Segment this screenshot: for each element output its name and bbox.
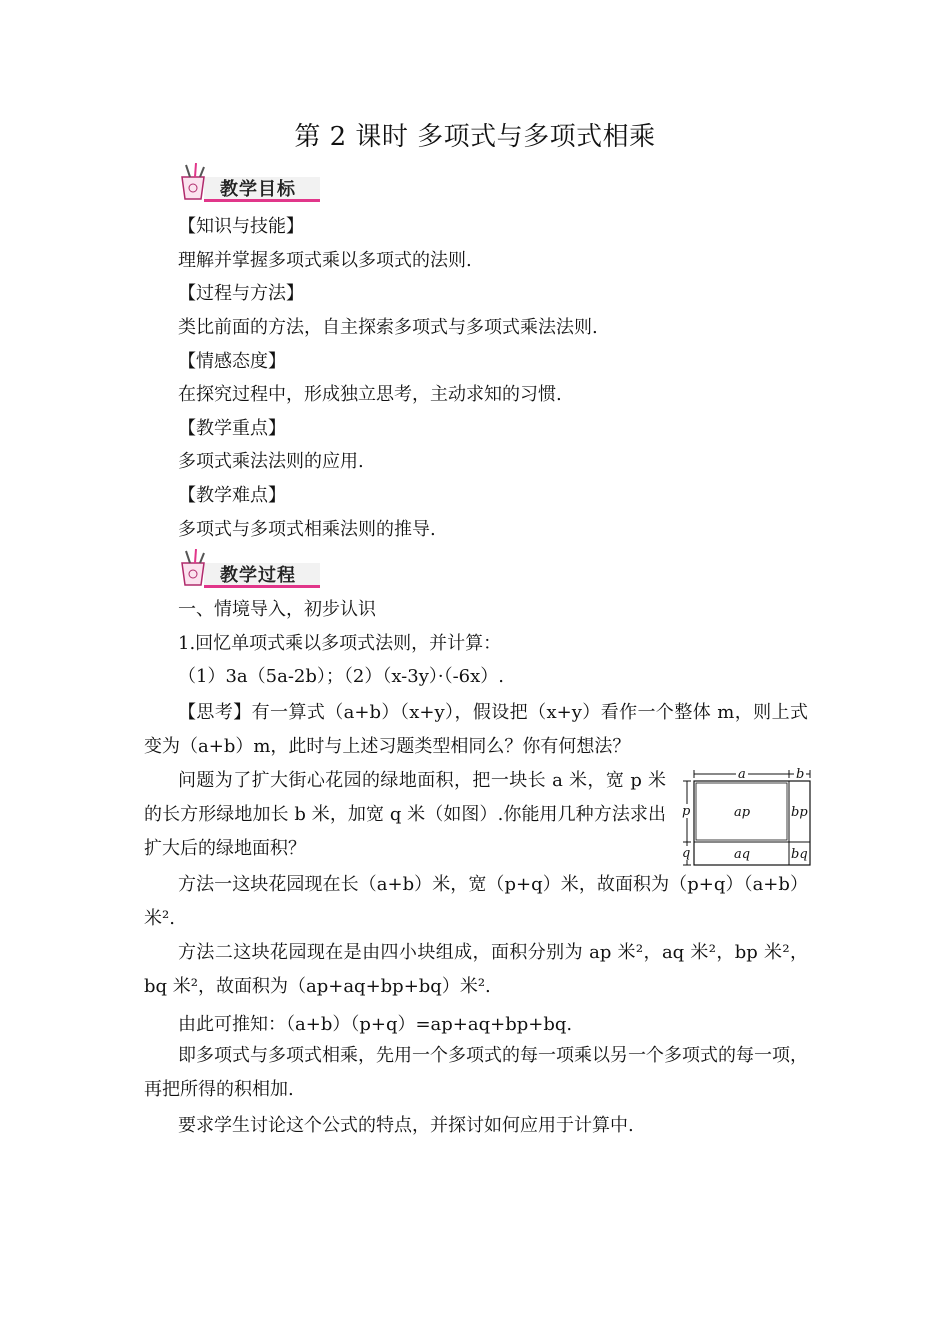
paragraph-method-two: 方法二这块花园现在是由四小块组成，面积分别为 ap 米²，aq 米²，bp 米²，bq 米²，故面积为（ap+aq+bp+bq）米². bbox=[144, 942, 808, 997]
text-key-point: 多项式乘法法则的应用. bbox=[178, 451, 364, 472]
text-deduce: 由此可推知：（a+b）（p+q）=ap+aq+bp+bq. bbox=[178, 1014, 573, 1035]
cell-ap: ap bbox=[734, 805, 751, 820]
paragraph-rule: 即多项式与多项式相乘，先用一个多项式的每一项乘以另一个多项式的每一项，再把所得的积相加. bbox=[144, 1045, 808, 1100]
section-badge-process bbox=[174, 549, 324, 589]
garden-area-figure bbox=[677, 766, 813, 868]
heading-difficulty: 【教学难点】 bbox=[178, 485, 286, 506]
paragraph-think: 【思考】有一算式（a+b）（x+y），假设把（x+y）看作一个整体 m，则上式变为（a+b）m，此时与上述习题类型相同么？你有何想法？ bbox=[144, 702, 808, 757]
cell-bp: bp bbox=[791, 805, 808, 820]
paragraph-method-one: 方法一这块花园现在长（a+b）米，宽（p+q）米，故面积为（p+q）（a+b）米². bbox=[144, 874, 808, 929]
figure-label-p: p bbox=[682, 804, 691, 819]
cell-aq: aq bbox=[734, 847, 751, 862]
pencil-cup-icon bbox=[174, 163, 214, 203]
text-knowledge: 理解并掌握多项式乘以多项式的法则. bbox=[178, 250, 472, 271]
figure-label-a: a bbox=[738, 767, 746, 782]
heading-emotion: 【情感态度】 bbox=[178, 351, 286, 372]
text-difficulty: 多项式与多项式相乘法则的推导. bbox=[178, 519, 436, 540]
figure-label-b: b bbox=[796, 767, 805, 782]
heading-knowledge: 【知识与技能】 bbox=[178, 216, 304, 237]
section-heading-intro: 一、情境导入，初步认识 bbox=[178, 599, 376, 620]
badge-label-goals: 教学目标 bbox=[220, 179, 296, 200]
text-emotion: 在探究过程中，形成独立思考，主动求知的习惯. bbox=[178, 384, 562, 405]
section-badge-goals bbox=[174, 163, 324, 203]
text-method: 类比前面的方法，自主探索多项式与多项式乘法法则. bbox=[178, 317, 598, 338]
text-exercises: （1）3a（5a-2b）；（2）（x-3y）·（-6x）. bbox=[178, 666, 504, 687]
badge-label-process: 教学过程 bbox=[220, 565, 296, 586]
text-discuss: 要求学生讨论这个公式的特点，并探讨如何应用于计算中. bbox=[178, 1115, 634, 1136]
paragraph-problem: 问题为了扩大街心花园的绿地面积，把一块长 a 米，宽 p 米的长方形绿地加长 b 米，加宽 q 米（如图）.你能用几种方法求出扩大后的绿地面积？ bbox=[144, 770, 666, 859]
heading-method: 【过程与方法】 bbox=[178, 283, 304, 304]
heading-key-point: 【教学重点】 bbox=[178, 418, 286, 439]
figure-label-q: q bbox=[682, 846, 691, 861]
pencil-cup-icon bbox=[174, 549, 214, 589]
cell-bq: bq bbox=[791, 847, 808, 862]
text-recall: 1.回忆单项式乘以多项式法则，并计算： bbox=[178, 633, 502, 654]
page-title: 第 2 课时 多项式与多项式相乘 bbox=[294, 122, 656, 152]
